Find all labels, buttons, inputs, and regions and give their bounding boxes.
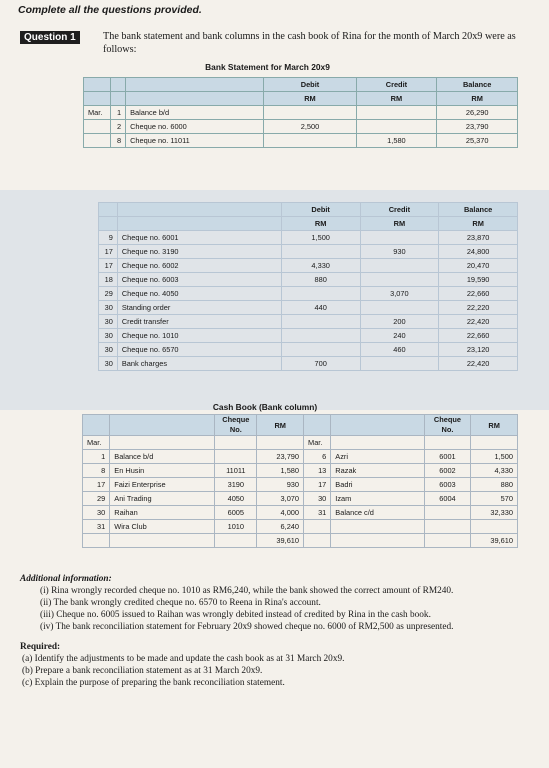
table-row — [83, 506, 518, 520]
required-item: (b) Prepare a bank reconciliation statement as at 31 March 20x9. — [22, 666, 263, 676]
col-unit: RM — [264, 92, 356, 106]
info-item: (ii) The bank wrongly credited cheque no. 6570 to Reena in Rina's account. — [40, 598, 321, 608]
question-text — [20, 573, 535, 689]
row-balance: 24,800 — [439, 245, 518, 259]
debit-cheque — [215, 450, 257, 464]
row-day: 18 — [99, 273, 118, 287]
row-day: 1 — [110, 106, 125, 120]
bank-statement-continued-table — [98, 202, 518, 371]
col-credit: Credit — [360, 203, 439, 217]
credit-day: 17 — [304, 478, 331, 492]
table-row — [83, 492, 518, 506]
debit-description: En Husin — [110, 464, 215, 478]
row-month: Mar. — [84, 106, 111, 120]
row-balance: 22,220 — [439, 301, 518, 315]
col-debit: Debit — [264, 78, 356, 92]
credit-cheque: 6004 — [424, 492, 471, 506]
row-description: Bank charges — [117, 357, 281, 371]
row-day: 30 — [99, 343, 118, 357]
table-row — [83, 520, 518, 534]
table-row — [84, 134, 518, 148]
row-description: Standing order — [117, 301, 281, 315]
row-debit — [281, 315, 360, 329]
credit-cheque: 6001 — [424, 450, 471, 464]
row-month — [84, 120, 111, 134]
col-balance: Balance — [437, 78, 518, 92]
row-balance: 23,790 — [437, 120, 518, 134]
credit-description: Izam — [331, 492, 424, 506]
row-balance: 22,660 — [439, 329, 518, 343]
info-item: (i) Rina wrongly recorded cheque no. 1010 as RM6,240, while the bank showed the correct amount of RM240. — [40, 586, 454, 596]
credit-day — [304, 520, 331, 534]
debit-amount: 930 — [257, 478, 304, 492]
debit-amount: 4,000 — [257, 506, 304, 520]
row-credit — [360, 357, 439, 371]
credit-amount: 32,330 — [471, 506, 518, 520]
required-item: (c) Explain the purpose of preparing the bank reconciliation statement. — [22, 678, 285, 688]
row-debit — [281, 329, 360, 343]
row-day: 17 — [99, 245, 118, 259]
col-debit: Debit — [281, 203, 360, 217]
row-day: 30 — [99, 329, 118, 343]
debit-description: Ani Trading — [110, 492, 215, 506]
col-cheque-no: Cheque No. — [424, 415, 471, 436]
debit-amount: 6,240 — [257, 520, 304, 534]
row-debit: 2,500 — [264, 120, 356, 134]
row-balance: 23,870 — [439, 231, 518, 245]
debit-cheque: 6005 — [215, 506, 257, 520]
row-credit: 240 — [360, 329, 439, 343]
credit-cheque — [424, 520, 471, 534]
row-credit — [360, 259, 439, 273]
row-description: Cheque no. 11011 — [126, 134, 264, 148]
table-row — [99, 357, 518, 371]
additional-info-title: Additional information: — [20, 574, 112, 584]
page-header: Complete all the questions provided. — [18, 4, 202, 16]
info-item: (iv) The bank reconciliation statement for February 20x9 showed cheque no. 6000 of RM2,500 as unpresented. — [40, 622, 454, 632]
row-balance: 20,470 — [439, 259, 518, 273]
debit-day: 8 — [83, 464, 110, 478]
table-row — [99, 343, 518, 357]
debit-day: 29 — [83, 492, 110, 506]
credit-cheque: 6003 — [424, 478, 471, 492]
table-row — [99, 301, 518, 315]
table-row — [83, 464, 518, 478]
debit-day: 30 — [83, 506, 110, 520]
debit-description: Wira Club — [110, 520, 215, 534]
row-credit: 460 — [360, 343, 439, 357]
table-row — [99, 231, 518, 245]
credit-day: 31 — [304, 506, 331, 520]
col-rm: RM — [257, 415, 304, 436]
debit-day: 1 — [83, 450, 110, 464]
col-rm: RM — [471, 415, 518, 436]
credit-description: Badri — [331, 478, 424, 492]
credit-description — [331, 520, 424, 534]
col-balance: Balance — [439, 203, 518, 217]
row-credit — [360, 273, 439, 287]
credit-amount: 880 — [471, 478, 518, 492]
table-row — [99, 329, 518, 343]
debit-description: Balance b/d — [110, 450, 215, 464]
row-balance: 22,420 — [439, 315, 518, 329]
row-day: 2 — [110, 120, 125, 134]
row-day: 30 — [99, 315, 118, 329]
row-debit — [264, 134, 356, 148]
row-day: 8 — [110, 134, 125, 148]
row-description: Cheque no. 6570 — [117, 343, 281, 357]
row-day: 9 — [99, 231, 118, 245]
row-description: Cheque no. 4050 — [117, 287, 281, 301]
row-day: 30 — [99, 357, 118, 371]
debit-cheque: 1010 — [215, 520, 257, 534]
row-description: Cheque no. 3190 — [117, 245, 281, 259]
row-credit: 930 — [360, 245, 439, 259]
row-credit: 3,070 — [360, 287, 439, 301]
row-description: Cheque no. 6001 — [117, 231, 281, 245]
row-description: Cheque no. 6000 — [126, 120, 264, 134]
row-month — [84, 134, 111, 148]
bank-statement-title: Bank Statement for March 20x9 — [205, 62, 330, 72]
credit-amount: 4,330 — [471, 464, 518, 478]
credit-day: 30 — [304, 492, 331, 506]
row-balance: 22,420 — [439, 357, 518, 371]
row-description: Cheque no. 1010 — [117, 329, 281, 343]
credit-day: 6 — [304, 450, 331, 464]
row-description: Cheque no. 6002 — [117, 259, 281, 273]
col-credit: Credit — [356, 78, 437, 92]
row-debit: 4,330 — [281, 259, 360, 273]
table-row — [99, 273, 518, 287]
month-label: Mar. — [83, 436, 110, 450]
row-debit: 440 — [281, 301, 360, 315]
row-description: Credit transfer — [117, 315, 281, 329]
col-unit: RM — [437, 92, 518, 106]
info-item: (iii) Cheque no. 6005 issued to Raihan was wrongly debited instead of credited by Rina in the cash book. — [40, 610, 431, 620]
debit-cheque: 4050 — [215, 492, 257, 506]
row-description: Cheque no. 6003 — [117, 273, 281, 287]
row-balance: 23,120 — [439, 343, 518, 357]
row-balance: 22,660 — [439, 287, 518, 301]
cash-book-table — [82, 414, 518, 548]
table-row — [83, 478, 518, 492]
col-unit: RM — [360, 217, 439, 231]
row-credit — [356, 106, 437, 120]
question-badge: Question 1 — [20, 31, 80, 44]
credit-total: 39,610 — [471, 534, 518, 548]
table-row — [84, 120, 518, 134]
debit-amount: 1,580 — [257, 464, 304, 478]
row-balance: 25,370 — [437, 134, 518, 148]
credit-day: 13 — [304, 464, 331, 478]
bank-statement-table — [83, 77, 518, 148]
table-row — [83, 450, 518, 464]
required-title: Required: — [20, 642, 61, 652]
credit-description: Balance c/d — [331, 506, 424, 520]
debit-amount: 3,070 — [257, 492, 304, 506]
col-unit: RM — [356, 92, 437, 106]
debit-total: 39,610 — [257, 534, 304, 548]
question-intro: The bank statement and bank columns in the cash book of Rina for the month of March 20x9 were as follows: — [103, 31, 516, 55]
row-description: Balance b/d — [126, 106, 264, 120]
row-debit: 1,500 — [281, 231, 360, 245]
row-day: 17 — [99, 259, 118, 273]
col-unit: RM — [439, 217, 518, 231]
cash-book-title: Cash Book (Bank column) — [212, 402, 318, 412]
debit-cheque: 11011 — [215, 464, 257, 478]
debit-cheque: 3190 — [215, 478, 257, 492]
col-unit: RM — [281, 217, 360, 231]
credit-cheque: 6002 — [424, 464, 471, 478]
debit-description: Raihan — [110, 506, 215, 520]
credit-amount: 570 — [471, 492, 518, 506]
row-debit: 700 — [281, 357, 360, 371]
table-row — [99, 287, 518, 301]
row-credit: 1,580 — [356, 134, 437, 148]
table-row — [99, 315, 518, 329]
debit-description: Faizi Enterprise — [110, 478, 215, 492]
row-balance: 26,290 — [437, 106, 518, 120]
row-debit — [281, 343, 360, 357]
row-credit: 200 — [360, 315, 439, 329]
credit-amount — [471, 520, 518, 534]
credit-description: Razak — [331, 464, 424, 478]
month-label: Mar. — [304, 436, 331, 450]
row-credit — [360, 301, 439, 315]
row-day: 29 — [99, 287, 118, 301]
debit-amount: 23,790 — [257, 450, 304, 464]
credit-amount: 1,500 — [471, 450, 518, 464]
row-debit — [281, 245, 360, 259]
row-credit — [360, 231, 439, 245]
col-cheque-no: Cheque No. — [215, 415, 257, 436]
row-debit: 880 — [281, 273, 360, 287]
row-day: 30 — [99, 301, 118, 315]
credit-description: Azri — [331, 450, 424, 464]
row-debit — [264, 106, 356, 120]
table-row — [99, 259, 518, 273]
row-balance: 19,590 — [439, 273, 518, 287]
table-row — [84, 106, 518, 120]
debit-day: 17 — [83, 478, 110, 492]
row-credit — [356, 120, 437, 134]
required-item: (a) Identify the adjustments to be made and update the cash book as at 31 March 20x9. — [22, 654, 345, 664]
row-debit — [281, 287, 360, 301]
credit-cheque — [424, 506, 471, 520]
debit-day: 31 — [83, 520, 110, 534]
table-row — [99, 245, 518, 259]
